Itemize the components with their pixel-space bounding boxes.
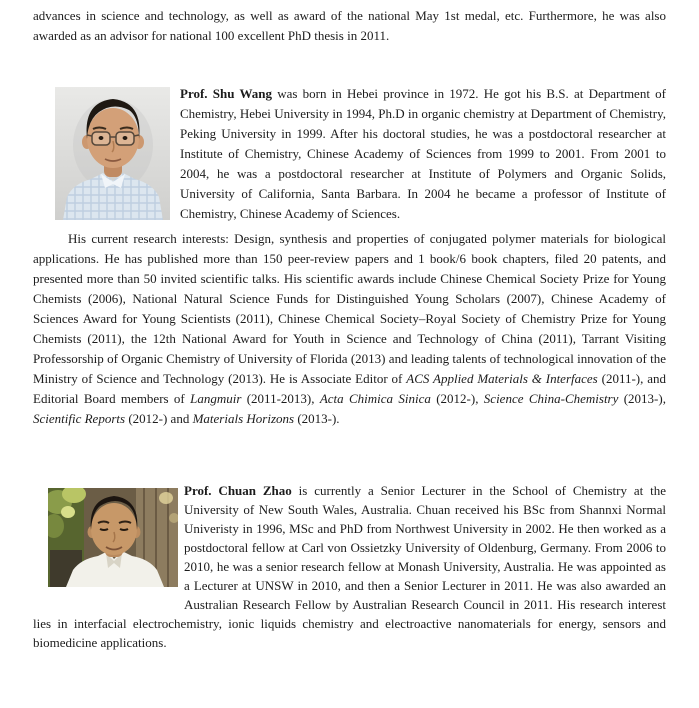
shu-wang-para-2: His current research interests: Design, synthesis and properties of conjugated polymer materials for biological applications. He has published more than 150 peer-review papers and 1 book/6 book chapters, filed 20 patents, and presented more than 50 invited scientific talks. His scientific awards include Chinese Chemical Society Prize for Young Chemists (2006), National Natural Science Funds for Distinguished Young Scholars (2007), Chinese Academy of Sciences Award for Young Scientists (2011), Chinese Chemical Society–Royal Society of Chemistry Prize for Young Chemists (2011), the 12th National Award for Youth in Science and Technology of China (2011), Tarrant Visiting Professorship of Organic Chemistry of University of Florida (2013) and leading talents of technological innovation of the Ministry of Science and Technology (2013). He is Associate Editor of ACS Applied Materials & Interfaces (2011-), and Editorial Board members of Langmuir (2011-2013), Acta Chimica Sinica (2012-), Science China-Chemistry (2013-), Scientific Reports (2012-) and Materials Horizons (2013-). [33,231,667,426]
chuan-zhao-photo [48,488,178,587]
shu-wang-photo [55,87,170,220]
section-spacer [33,429,666,481]
chuan-zhao-para: Prof. Chuan Zhao is currently a Senior Lecturer in the School of Chemistry at the University of New South Wales, Australia. Chuan received his BSc from Shannxi Normal Univeristy in 1996, MSc and PhD from Northwest University in 2002. He then worked as a postdoctoral fellow at Carl von Ossietzky University of Oldenburg, Germany. From 2006 to 2010, he was a senior research fellow at Monash University, Australia. He was appointed as a Lecturer at UNSW in 2010, and then a Senior Lecturer in 2011. He was also awarded an Australian Research Fellow by Australian Research Council in 2011. His research interest lies in interfacial electrochemistry, ionic liquids chemistry and electroactive nanomaterials for energy, sensors and biomedicine applications. [33,483,666,650]
bio-section-shu-wang [33,84,666,429]
intro-paragraph: advances in science and technology, as well as award of the national May 1st medal, etc. Furthermore, he was also awarded as an advisor for national 100 excellent PhD thesis in 2011. [33,8,666,43]
shu-wang-para-1: Prof. Shu Wang was born in Hebei province in 1972. He got his B.S. at Department of Chemistry, Hebei University in 1994, Ph.D in organic chemistry at Department of Chemistry, Peking University in 1999. After his doctoral studies, he was a postdoctoral researcher at Institute of Chemistry, Chinese Academy of Sciences from 1999 to 2001. From 2001 to 2004, he was a postdoctoral researcher at Institute of Polymers and Organic Solids, University of California, Santa Barbara. In 2004 he became a professor of Institute of Chemistry, Chinese Academy of Sciences. [180,86,666,221]
bio-section-chuan-zhao [33,481,666,652]
section-spacer [33,46,666,84]
